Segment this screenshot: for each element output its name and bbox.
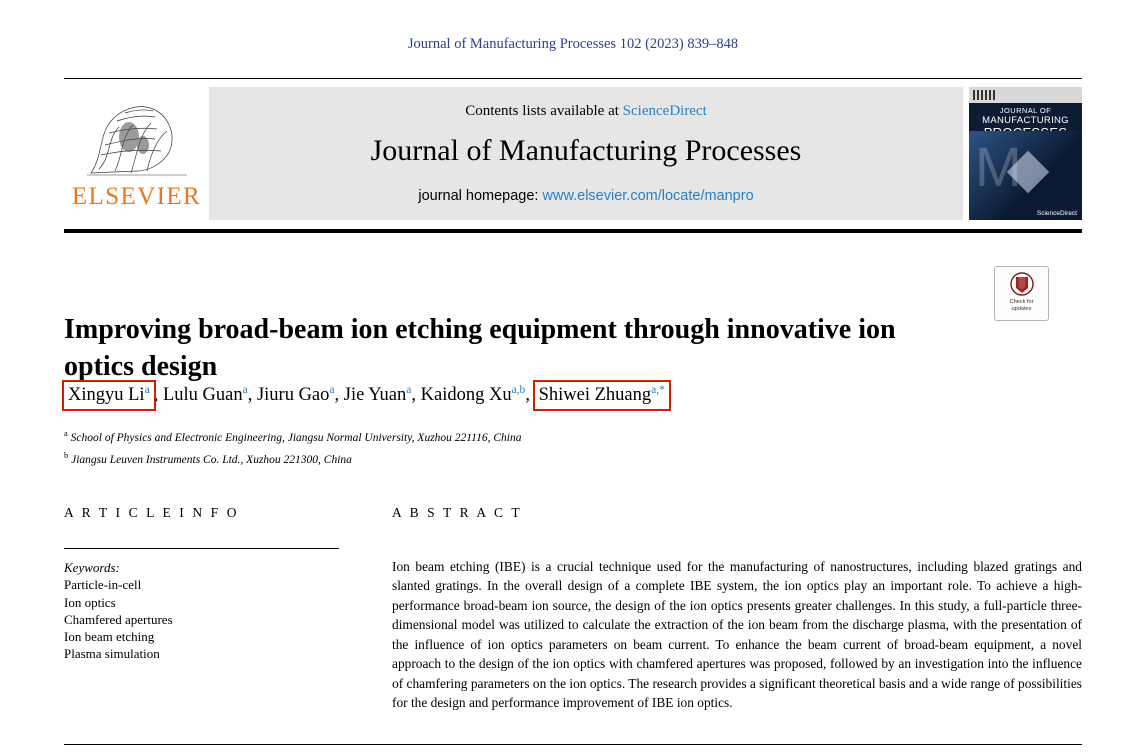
affiliation-b [64,448,964,470]
footer-rule [64,744,1082,745]
page-title: Improving broad-beam ion etching equipment through innovative ion optics design [64,313,896,383]
elsevier-wordmark: ELSEVIER [71,183,202,210]
author-affil-marker: a [406,384,412,396]
crossmark-shield-icon [1009,271,1035,297]
author-sep-1: , [247,385,257,406]
cover-top-bar [969,87,1082,103]
updates-line2: updates [1011,305,1032,312]
author-name: Jie Yuan [343,385,407,406]
elsevier-logo [64,79,209,229]
elsevier-tree-icon [81,85,193,181]
author-sep-0: , [153,385,163,406]
updates-line1: Check for [1009,299,1034,305]
author-name: Lulu Guan [162,385,243,406]
keyword-item: Plasma simulation [64,646,160,662]
author-sep-4: , [525,385,535,406]
affiliation-marker: a [64,428,68,438]
cover-footer: ScienceDirect [1036,210,1077,217]
author-name: Jiuru Gao [256,385,330,406]
journal-homepage-link[interactable]: www.elsevier.com/locate/manpro [542,188,754,204]
journal-masthead [64,78,1082,233]
keyword-item: Ion beam etching [64,629,155,645]
journal-cover-thumbnail [969,87,1082,220]
article-info-rule [64,548,339,549]
cover-artwork [969,131,1082,220]
homepage-line [418,188,753,204]
author-affil-marker: a [144,384,150,396]
author-shiwei-zhuang[interactable] [535,382,669,409]
article-info-column [64,505,339,663]
author-affil-marker: a [242,384,248,396]
author-name: Shiwei Zhuang [538,385,652,406]
author-sep-2: , [334,385,344,406]
author-xingyu-li[interactable] [64,382,154,409]
abstract-text: Ion beam etching (IBE) is a crucial technique used for the manufacturing of nanostructures, including blazed gratings and slanted gratings. In the overall design of a complete IBE system, the ion optics play an important role. To achieve a high-performance broad-beam ion source, the design of the ion optics presents greater challenges. In this study, a full-particle three-dimensional model was utilized to calculate the extraction of the ion beam from the discharge plasma, with the presentation of the influence of ion optics parameters on beam current. To enhance the beam current of broad-beam equipment, a novel approach to the design of the ion optics with chamfered apertures was proposed, followed by an investigation into the influence of chamfering parameters on the ion optics. The research provides a significant theoretical basis and a wide range of possibilities for the design and performance improvement of IBE ion optics. [392,559,1082,711]
keyword-item: Ion optics [64,594,116,610]
cover-kicker: JOURNAL OF [999,106,1052,115]
keywords-block [64,559,339,663]
author-jiuru-gao[interactable] [257,385,335,405]
homepage-prefix: journal homepage: [418,188,543,204]
contents-line [465,103,707,120]
running-head: Journal of Manufacturing Processes 102 (2023) 839–848 [407,36,739,52]
updates-badge-text [1010,299,1034,313]
author-lulu-guan[interactable] [163,385,248,405]
author-name: Kaidong Xu [420,385,512,406]
article-info-heading: A R T I C L E I N F O [64,505,240,520]
author-affil-marker: a,* [651,384,665,396]
affiliation-text: School of Physics and Electronic Engineering, Jiangsu Normal University, Xuzhou 221116, China [70,431,522,444]
journal-title: Journal of Manufacturing Processes [370,134,802,167]
affiliation-marker: b [64,449,69,460]
author-kaidong-xu[interactable] [421,385,526,405]
abstract-heading: A B S T R A C T [392,505,523,520]
affiliation-text: Jiangsu Leuven Instruments Co. Ltd., Xuzhou 221300, China [71,453,352,466]
keywords-label: Keywords: [64,560,120,575]
affiliation-a [64,426,964,448]
affiliations [64,426,964,470]
author-sep-3: , [411,385,421,406]
cover-title-line1: MANUFACTURING [982,115,1069,126]
author-name: Xingyu Li [68,385,145,406]
contents-prefix: Contents lists available at [465,103,623,119]
keyword-item: Chamfered apertures [64,611,173,627]
abstract-column [392,505,1082,713]
keyword-item: Particle-in-cell [64,577,142,593]
author-list [64,382,1084,409]
masthead-center [209,87,963,220]
author-affil-marker: a,b [511,384,526,396]
check-for-updates-badge[interactable] [994,266,1049,321]
author-affil-marker: a [329,384,335,396]
author-jie-yuan[interactable] [344,385,412,405]
sciencedirect-link[interactable]: ScienceDirect [622,103,707,119]
